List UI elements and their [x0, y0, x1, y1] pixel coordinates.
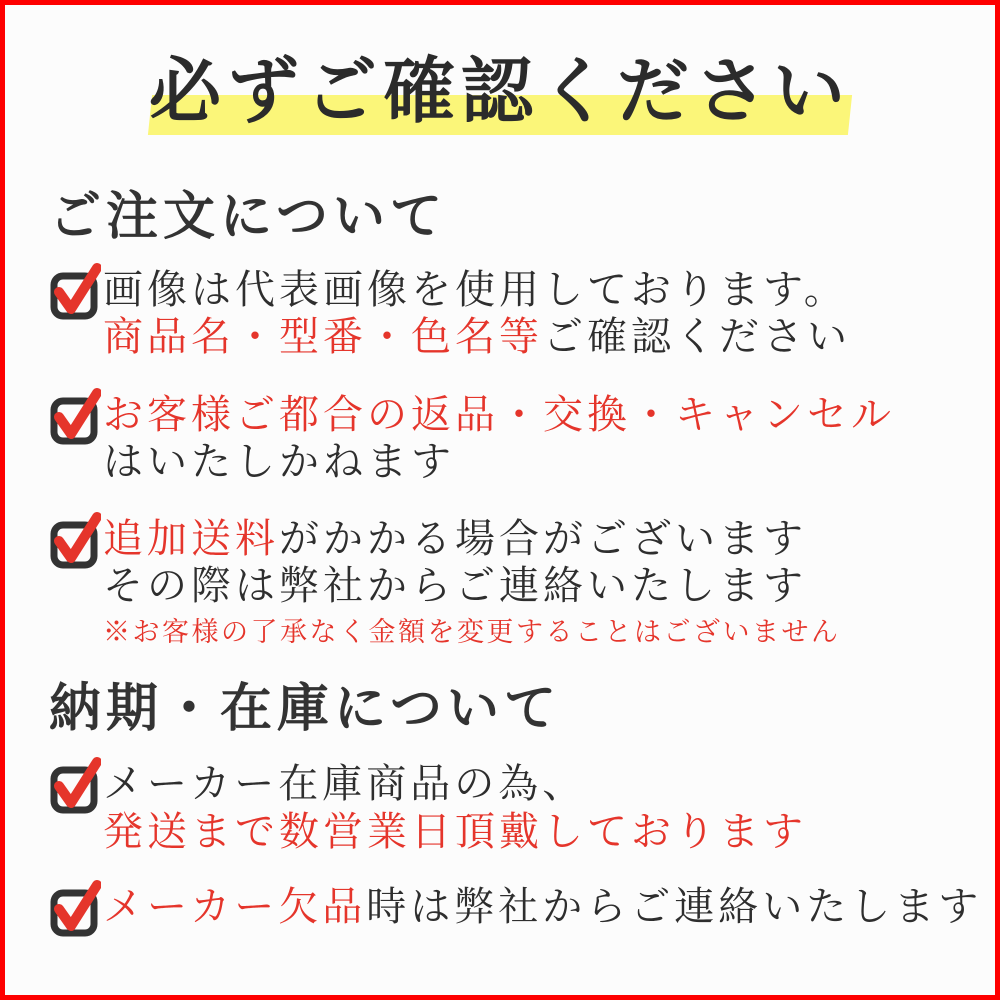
item-text-red: 発送まで数営業日頂戴しております	[103, 808, 807, 854]
item-text-red: お客様ご都合の返品・交換・キャンセル	[103, 391, 895, 437]
item-text-red: メーカー欠品	[103, 883, 367, 929]
item-text	[103, 391, 895, 485]
section-heading-delivery-stock: 納期・在庫について	[49, 681, 561, 739]
item-text-black: その際は弊社からご連絡いたします	[103, 563, 807, 609]
list-item	[47, 266, 995, 360]
item-text-red: 追加送料	[103, 515, 279, 561]
item-text-red: 商品名・型番・色名等	[103, 314, 543, 360]
item-text	[103, 266, 851, 360]
item-text-black: はいたしかねます	[103, 438, 455, 484]
checkbox-checked-icon	[47, 756, 101, 814]
list-item	[47, 515, 995, 649]
checkbox-checked-icon	[47, 879, 101, 937]
page-title: 必ずご確認ください	[148, 52, 851, 132]
checkbox-checked-icon	[47, 387, 101, 445]
item-text	[103, 515, 841, 649]
item-text-black: がかかる場合がございます	[279, 515, 807, 561]
item-text-black: 画像は代表画像を使用しております。	[103, 267, 848, 313]
checkbox-checked-icon	[47, 262, 101, 320]
list-item	[47, 391, 995, 485]
section-heading-orders: ご注文について	[49, 189, 447, 246]
item-text	[103, 883, 982, 930]
title-block	[5, 41, 995, 143]
item-text-black: メーカー在庫商品の為、	[103, 761, 587, 807]
item-text-black: ご確認ください	[543, 314, 851, 360]
list-item	[47, 760, 995, 854]
item-text-black: 時は弊社からご連絡いたします	[366, 883, 983, 929]
checkbox-checked-icon	[47, 511, 101, 569]
list-item	[47, 883, 995, 937]
item-text	[103, 760, 807, 854]
item-footnote: ※お客様の了承なく金額を変更することはございません	[103, 617, 841, 648]
